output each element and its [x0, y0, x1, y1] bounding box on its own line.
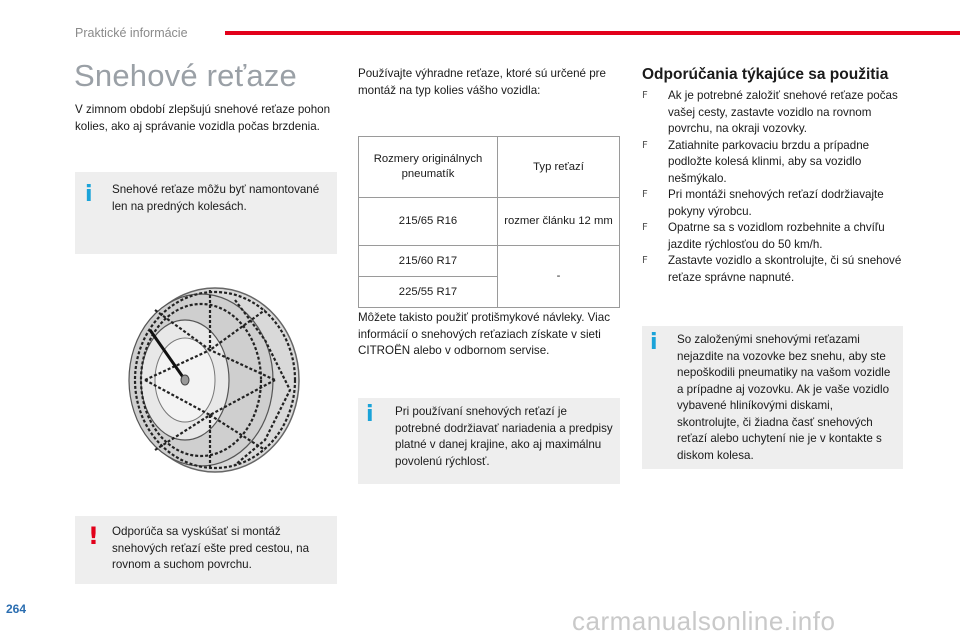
recommendations-list	[642, 88, 904, 286]
socks-text: Môžete takisto použiť protišmykové návleky. Viac informácií o snehových reťaziach získate v sieti CITROËN alebo v odbornom servise.	[358, 311, 611, 357]
list-item: F Ak je potrebné založiť snehové reťaze počas vašej cesty, zastavte vozidlo na rovnom povrchu, na okraji vozovky.	[642, 89, 898, 135]
info-regulations-text: Pri používaní snehových reťazí je potrebné dodržiavať nariadenia a predpisy platné v danej krajine, ako aj maximálnu povolenú rýchlosť.	[395, 405, 613, 468]
table-cell-type: -	[498, 246, 620, 308]
use-only-text: Používajte výhradne reťaze, ktoré sú určené pre montáž na typ kolies vášho vozidla:	[358, 67, 606, 97]
intro-text: V zimnom období zlepšujú snehové reťaze pohon kolies, ako aj správanie vozidla počas brzdenia.	[75, 103, 331, 133]
table-row	[359, 246, 620, 277]
recommendations-heading: Odporúčania týkajúce sa použitia	[642, 66, 889, 83]
bullet-icon: F	[642, 255, 648, 266]
warning-box-test-mount	[75, 516, 337, 584]
tyre-chain-table	[358, 136, 620, 308]
table-cell-type: rozmer článku 12 mm	[498, 198, 620, 246]
bullet-icon: F	[642, 189, 648, 200]
info-box-regulations	[358, 398, 620, 484]
table-cell-size: 215/60 R17	[359, 246, 498, 277]
page-title: Snehové reťaze	[74, 58, 297, 93]
table-row	[359, 198, 620, 246]
info-front-text: Snehové reťaze môžu byť namontované len na predných kolesách.	[112, 183, 320, 213]
info-icon: i	[366, 402, 374, 427]
tyre-chain-illustration	[115, 280, 305, 480]
table-cell-size: 225/55 R17	[359, 277, 498, 308]
header-rule	[225, 31, 960, 35]
list-item: F Zatiahnite parkovaciu brzdu a prípadne podložte kolesá klinmi, aby sa vozidlo nešmýkalo.	[642, 138, 870, 185]
list-item: F Opatrne sa s vozidlom rozbehnite a chvíľu jazdite rýchlosťou do 50 km/h.	[642, 221, 885, 251]
warning-icon: !	[88, 522, 99, 550]
list-item: F Zastavte vozidlo a skontrolujte, či sú snehové reťaze správne napnuté.	[642, 254, 902, 284]
section-header: Praktické informácie	[75, 26, 188, 40]
watermark: carmanualsonline.info	[572, 606, 836, 636]
list-item: F Pri montáži snehových reťazí dodržiavajte pokyny výrobcu.	[642, 188, 884, 218]
page-number: 264	[6, 602, 27, 616]
info-box-no-snow	[642, 326, 903, 469]
table-header-size: Rozmery originálnych pneumatík	[359, 137, 498, 198]
bullet-icon: F	[642, 139, 648, 151]
info-no-snow-text: So založenými snehovými reťazami nejazdite na vozovke bez snehu, aby ste nepoškodili pneumatiky na vašom vozidle a prípadne aj vozovku. Ak je vaše vozidlo vybavené hliníkovými diskami, skontrolujte, či žiadna časť snehových reťazí alebo uchytení nie je v kontakte s diskom kolesa.	[677, 333, 891, 462]
info-icon: i	[650, 330, 658, 355]
info-icon: i	[85, 182, 93, 207]
bullet-icon: F	[642, 90, 648, 101]
bullet-icon: F	[642, 222, 648, 233]
warning-test-text: Odporúča sa vyskúšať si montáž snehových reťazí ešte pred cestou, na rovnom a suchom povrchu.	[112, 525, 310, 571]
table-cell-size: 215/65 R16	[359, 198, 498, 246]
info-box-front-wheels	[75, 172, 337, 254]
table-header-type: Typ reťazí	[498, 137, 620, 198]
